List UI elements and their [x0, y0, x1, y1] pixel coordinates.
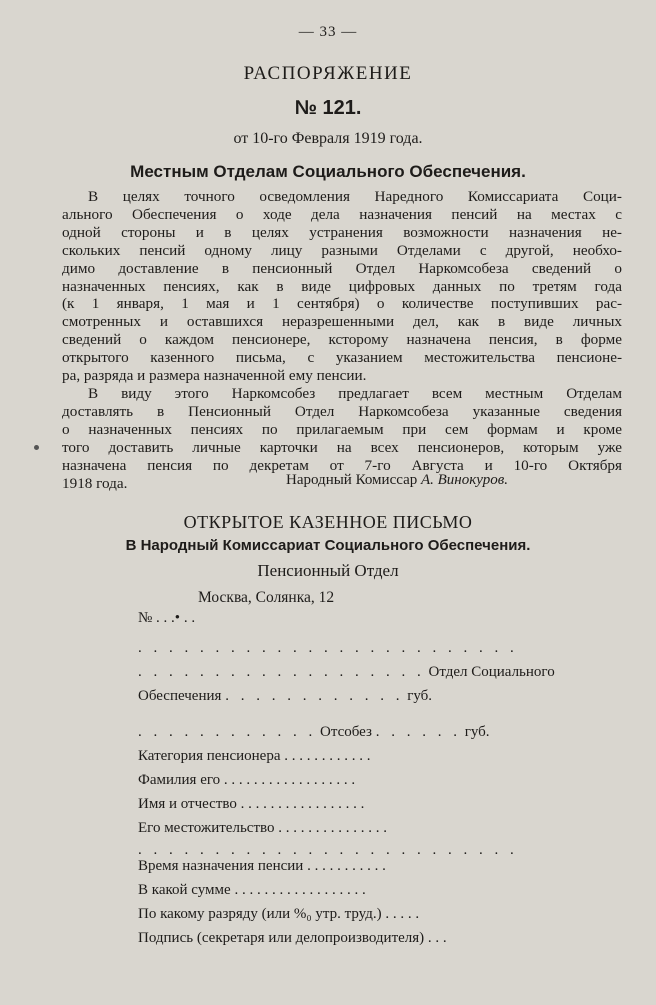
field-label: Его местожительство [138, 820, 275, 836]
text-line: сведений о каждом пенсионере, ксторому назначена пенсия, в форме [62, 331, 622, 349]
field-label: Подпись (секретаря или делопроизводителя) [138, 930, 425, 946]
signature-title: Народный Комиссар [286, 472, 418, 488]
text-line: открытого казенного письма, с указанием местожительства пенсионе- [62, 349, 622, 367]
number-field: № . . .• . . [138, 610, 196, 626]
letter-department: Пенсионный Отдел [257, 561, 399, 580]
field-dots: . . . . . . . . . . . . . . . . . . [223, 772, 356, 788]
field-label: В какой сумме [138, 882, 231, 898]
text-line: смотренных и оставшихся неразрешенными дел, как в виде личных [62, 313, 622, 331]
text-line: 1918 года. [62, 474, 128, 492]
dept-label: Отдел Социального [428, 664, 555, 680]
text-line: (к 1 января, 1 мая и 1 сентября) о количестве поступивших рас- [62, 295, 622, 313]
otsobes-line [138, 724, 490, 741]
otsobes-label: Отсобез [320, 724, 372, 740]
order-number: № 121. [294, 97, 362, 119]
text-line: одной стороны и в целях устранения возможности назначения не- [62, 223, 622, 241]
obesp-line [138, 688, 432, 705]
letter-heading: ОТКРЫТОЕ КАЗЕННОЕ ПИСЬМО [183, 512, 473, 532]
text-line: ра, разряда и размера назначенной ему пенсии. [62, 367, 367, 385]
field-dots: . . . . . . . . . . . [307, 858, 386, 874]
field-assignment-time [138, 858, 386, 875]
obesp-suffix: губ. [407, 688, 433, 704]
field-dots: . . . . . . . . . . . . . . . . . [240, 796, 365, 812]
field-name [138, 796, 364, 813]
text-line: В виду этого Наркомсобез предлагает всем местным Отделам [88, 384, 622, 402]
field-category-rank [138, 906, 419, 923]
field-label: Имя и отчество [138, 796, 237, 812]
letter-recipient: В Народный Комиссариат Социального Обеспечения. [125, 537, 531, 554]
order-address: Местным Отделам Социального Обеспечения. [130, 162, 526, 181]
text-line: назначенных пенсиях, как в виде цифровых данных по третям года [62, 277, 622, 295]
text-line: доставлять в Пенсионный Отдел Наркомсобеза указанные сведения [62, 402, 622, 420]
signature [286, 472, 508, 489]
otsobes-lead-dots: . . . . . . . . . . . . [138, 724, 317, 740]
text-line: В целях точного осведомления Наредного Комиссариата Соци- [88, 188, 622, 205]
field-dots: . . . . . [385, 906, 420, 922]
obesp-dots: . . . . . . . . . . . . [225, 688, 404, 704]
text-line: того доставить личные карточки на всех пенсионеров, которым уже [62, 438, 622, 456]
text-line: назначена пенсия по декретам от 7-го Августа и 10-го Октября [62, 456, 622, 474]
field-amount [138, 882, 366, 899]
field-dots: . . . . . . . . . . . . . . . [278, 820, 387, 836]
order-paragraph-1 [62, 188, 622, 492]
blank-dots-line: . . . . . . . . . . . . . . . . . . . . . . . . . [138, 640, 518, 656]
field-surname [138, 772, 355, 789]
ink-smudge [34, 445, 39, 450]
page-number: — 33 — [298, 24, 358, 40]
order-date: от 10-го Февраля 1919 года. [233, 130, 423, 147]
signature-name: А. Винокуров. [420, 472, 508, 488]
order-heading: РАСПОРЯЖЕНИЕ [243, 63, 413, 84]
field-signature [138, 930, 447, 947]
obesp-label: Обеспечения [138, 688, 222, 704]
field-dots: . . . [427, 930, 447, 946]
text-line: о назначенных пенсиях по прилагаемым при сем формам и кроме [62, 420, 622, 438]
blank-dots-line: . . . . . . . . . . . . . . . . . . . . . . . . . [138, 842, 518, 858]
field-label: По какому разряду (или %₀ утр. труд.) [138, 906, 382, 922]
field-dots: . . . . . . . . . . . . [284, 748, 371, 764]
field-label: Категория пенсионера [138, 748, 281, 764]
dept-line [138, 664, 555, 681]
field-category [138, 748, 371, 765]
field-residence [138, 820, 387, 837]
letter-city: Москва, Солянка, 12 [198, 589, 335, 606]
otsobes-suffix: губ. [464, 724, 490, 740]
field-dots: . . . . . . . . . . . . . . . . . . [234, 882, 366, 898]
field-label: Время назначения пенсии [138, 858, 304, 874]
otsobes-dots: . . . . . . [375, 724, 461, 740]
text-line: димо доставление в пенсионный Отдел Наркомсобеза сведений о [62, 259, 622, 277]
dept-dots: . . . . . . . . . . . . . . . . . . . [138, 664, 425, 680]
text-line: скольких пенсий одному лицу разными Отделами с другой, необхо- [62, 241, 622, 259]
text-line: ального Обеспечения о ходе дела назначения пенсий на местах с [62, 205, 622, 223]
field-label: Фамилия его [138, 772, 221, 788]
